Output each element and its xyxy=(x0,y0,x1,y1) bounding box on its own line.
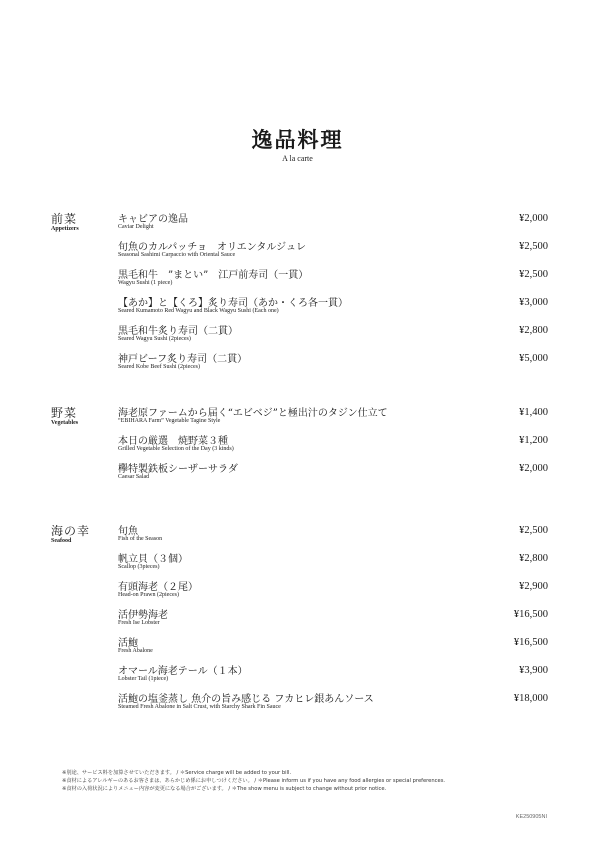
item-name-en: Head-on Prawn (2pieces) xyxy=(118,592,179,598)
item-name-en: “EBIHARA Farm” Vegetable Tagine Style xyxy=(118,418,221,424)
item-price: ¥16,500 xyxy=(513,637,548,648)
item-name-jp: 海老原ファームから届く“エビベジ”と極出汁のタジン仕立て xyxy=(118,408,388,419)
item-price: ¥1,200 xyxy=(519,435,548,446)
section-title-jp: 野菜 xyxy=(51,406,78,420)
item-name-jp: 本日の厳選 焼野菜３種 xyxy=(118,436,228,447)
item-name-en: Lobster Tail (1piece) xyxy=(118,676,169,682)
item-name-en: Seasonal Sashimi Carpaccio with Oriental Sauce xyxy=(118,252,236,258)
document-code: KE250905NI xyxy=(515,814,547,820)
item-price: ¥2,000 xyxy=(519,463,548,474)
section-title-en: Vegetables xyxy=(51,420,79,426)
item-name-jp: 帆立貝（３個） xyxy=(118,554,188,565)
footer-note: ※食材によるアレルギーのあるお客さまは、あらかじめ係にお申しつけください。 / ＊Please inform us if you have any food allergies or special preferences. xyxy=(62,778,446,784)
item-price: ¥2,000 xyxy=(519,213,548,224)
section-title-jp: 前菜 xyxy=(51,212,78,226)
item-price: ¥16,500 xyxy=(513,609,548,620)
item-price: ¥3,900 xyxy=(519,665,548,676)
item-name-en: Grilled Vegetable Selection of the Day (3 kinds) xyxy=(118,446,234,452)
item-price: ¥5,000 xyxy=(519,353,548,364)
section-title-en: Seafood xyxy=(51,538,72,544)
section-title-en: Appetizers xyxy=(51,226,79,232)
item-name-en: Caviar Delight xyxy=(118,224,154,230)
item-name-en: Steamed Fresh Abalone in Salt Crust, with Starchy Shark Fin Sauce xyxy=(118,704,281,710)
item-name-en: Seared Wagyu Sushi (2pieces) xyxy=(118,336,191,342)
item-price: ¥2,800 xyxy=(519,325,548,336)
footer-notes xyxy=(62,769,445,793)
item-name-jp: 神戸ビーフ炙り寿司（二貫） xyxy=(118,354,248,365)
item-name-jp: オマール海老テール（１本） xyxy=(118,666,248,677)
item-name-en: Seared Kumamoto Red Wagyu and Black Wagyu Sushi (Each one) xyxy=(118,308,279,314)
menu-subtitle: A la carte xyxy=(282,154,313,163)
item-price: ¥1,400 xyxy=(519,407,548,418)
item-price: ¥2,500 xyxy=(519,241,548,252)
item-name-jp: キャビアの逸品 xyxy=(118,214,188,225)
item-name-jp: 活鮑の塩釜蒸し 魚介の旨み感じる フカヒレ銀あんソース xyxy=(118,694,374,705)
item-price: ¥2,500 xyxy=(519,269,548,280)
item-name-jp: 有頭海老（２尾） xyxy=(118,582,198,593)
footer-note: ※別途、サービス料を加算させていただきます。 / ＊Service charge will be added to your bill. xyxy=(62,770,292,776)
item-price: ¥2,900 xyxy=(519,581,548,592)
item-name-jp: 旬魚のカルパッチョ オリエンタルジュレ xyxy=(118,242,306,253)
item-name-en: Fish of the Season xyxy=(118,536,163,542)
item-name-jp: 活伊勢海老 xyxy=(118,610,168,621)
item-name-jp: 黒毛和牛炙り寿司（二貫） xyxy=(118,326,238,337)
menu-title: 逸品料理 xyxy=(251,127,344,152)
item-name-jp: 欅特製鉄板シーザーサラダ xyxy=(118,464,238,475)
item-name-en: Seared Kobe Beef Sushi (2pieces) xyxy=(118,364,200,370)
item-name-en: Caesar Salad xyxy=(118,474,150,480)
item-name-en: Fresh Ise Lobster xyxy=(118,620,160,626)
item-name-en: Scallop (3pieces) xyxy=(118,564,160,570)
section-title-jp: 海の幸 xyxy=(51,524,91,538)
item-price: ¥18,000 xyxy=(513,693,548,704)
footer-note: ※食材の入荷状況によりメニュー内容が変更になる場合がございます。 / ＊The show menu is subject to change without prior notice. xyxy=(62,786,387,792)
item-name-jp: 旬魚 xyxy=(118,526,138,537)
item-name-en: Wagyu Sushi (1 piece) xyxy=(118,280,173,286)
item-name-jp: 活鮑 xyxy=(118,638,138,649)
item-name-en: Fresh Abalone xyxy=(118,648,153,654)
item-price: ¥2,800 xyxy=(519,553,548,564)
item-price: ¥2,500 xyxy=(519,525,548,536)
item-name-jp: 黒毛和牛 ”まとい” 江戸前寿司（一貫） xyxy=(118,270,309,281)
item-name-jp: 【あか】と【くろ】炙り寿司（あか・くろ各一貫） xyxy=(118,298,348,309)
item-price: ¥3,000 xyxy=(519,297,548,308)
